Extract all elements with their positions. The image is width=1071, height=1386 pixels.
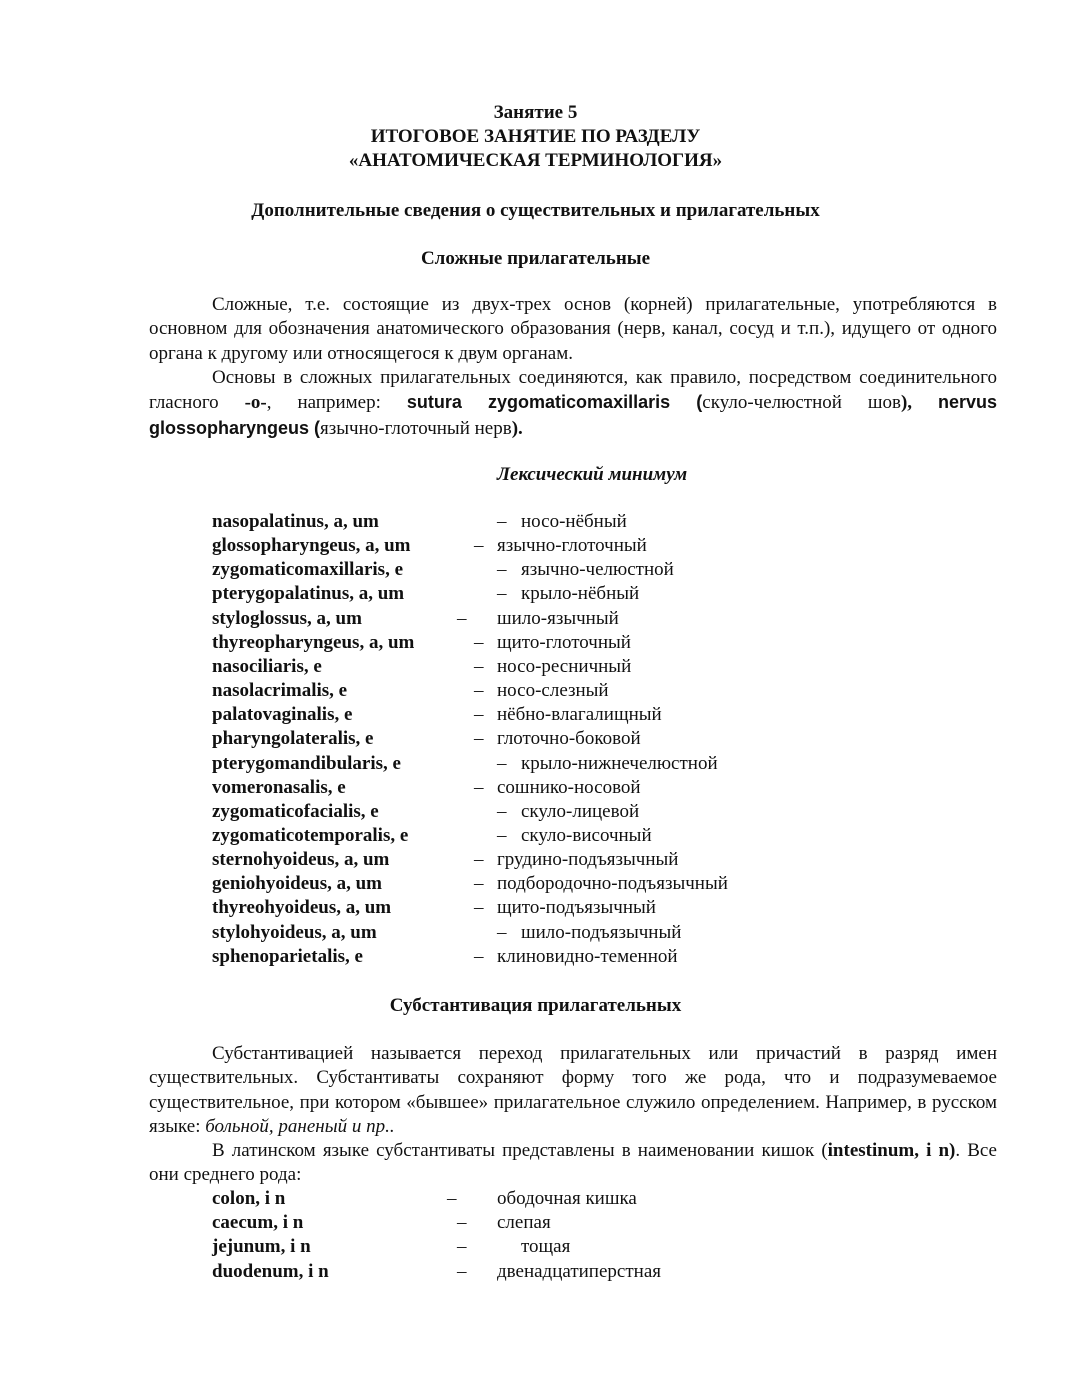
lexicon-translation: носо-слезный bbox=[497, 680, 609, 702]
lexicon-dash: – bbox=[474, 728, 484, 750]
lexicon-dash: – bbox=[474, 535, 484, 557]
lexicon-heading: Лексический минимум bbox=[497, 464, 688, 485]
example-term-2: nervus glossopharyngeus ( bbox=[149, 392, 998, 438]
lexicon-term: thyreohyoideus, a, um bbox=[212, 897, 392, 919]
substantivation-paragraph-2: В латинском языке субстантиваты представлены в наименовании кишок (intestinum, i n). Все они среднего рода: bbox=[149, 1140, 997, 1186]
intestine-term: caecum, i n bbox=[212, 1212, 304, 1234]
lexicon-term: sphenoparietalis, e bbox=[212, 945, 363, 967]
lexicon-dash: – bbox=[474, 655, 484, 677]
lexicon-term: nasopalatinus, a, um bbox=[212, 511, 379, 532]
intestine-term: colon, i n bbox=[212, 1188, 286, 1209]
lexicon-term: stylohyoideus, a, um bbox=[212, 921, 377, 943]
lexicon-translation: шило-подъязычный bbox=[521, 921, 682, 943]
lexicon-translation: скуло-височный bbox=[521, 824, 652, 846]
lexicon-term: pterygomandibularis, e bbox=[212, 752, 401, 774]
lexicon-dash: – bbox=[474, 631, 484, 653]
intestinum-term: intestinum, i n) bbox=[827, 1140, 956, 1161]
lexicon-term: pterygopalatinus, a, um bbox=[212, 583, 405, 605]
lexicon-translation: шило-язычный bbox=[497, 607, 619, 629]
intestine-dash: – bbox=[447, 1188, 457, 1209]
lexicon-translation: крыло-нёбный bbox=[521, 583, 640, 605]
title-line-1: ИТОГОВОЕ ЗАНЯТИЕ ПО РАЗДЕЛУ bbox=[370, 126, 701, 147]
intestine-term: duodenum, i n bbox=[212, 1260, 329, 1282]
lexicon-translation: глоточно-боковой bbox=[497, 728, 641, 750]
intestine-translation: тощая bbox=[521, 1236, 571, 1258]
lexicon-dash: – bbox=[474, 849, 484, 871]
lexicon-dash: – bbox=[474, 945, 484, 967]
substantivation-paragraph-1: Субстантивацией называется переход прилагательных или причастий в разряд имен существительных. Субстантиваты сохраняют форму того же рода, что и подразумеваемое существительное, при котором «бывшее» прилагательное служило определением. Например, в русском языке: больной, раненый и пр.. bbox=[149, 1043, 997, 1137]
lexicon-dash: – bbox=[474, 897, 484, 919]
russian-examples: больной, раненый и пр.. bbox=[205, 1115, 395, 1137]
title-line-2: «АНАТОМИЧЕСКАЯ ТЕРМИНОЛОГИЯ» bbox=[348, 150, 723, 171]
lexicon-translation: язычно-глоточный bbox=[497, 535, 647, 557]
lexicon-term: vomeronasalis, e bbox=[212, 776, 346, 798]
connecting-vowel: -о- bbox=[244, 392, 267, 414]
intestine-dash: – bbox=[457, 1236, 467, 1258]
lexicon-translation: носо-нёбный bbox=[521, 511, 627, 532]
lexicon-term: sternohyoideus, a, um bbox=[212, 849, 390, 871]
lexicon-dash: – bbox=[474, 873, 484, 895]
lexicon-term: styloglossus, a, um bbox=[212, 607, 362, 629]
lexicon-term: pharyngolateralis, e bbox=[212, 728, 374, 750]
intestine-translation: слепая bbox=[497, 1212, 551, 1234]
lexicon-dash: – bbox=[457, 607, 467, 629]
lexicon-term: nasolacrimalis, e bbox=[212, 680, 348, 702]
lexicon-dash: – bbox=[474, 704, 484, 726]
lexicon-dash: – bbox=[474, 776, 484, 798]
compound-paragraph-2: Основы в сложных прилагательных соединяются, как правило, посредством соединительного гласного -о-, например: sutura zygomaticomaxillaris (скуло-челюстной шов), nervus glossopharyngeus (язычно-глоточный нерв). bbox=[149, 367, 998, 439]
intestine-dash: – bbox=[457, 1260, 467, 1282]
lexicon-translation: грудино-подъязычный bbox=[497, 849, 679, 871]
lexicon-translation: язычно-челюстной bbox=[521, 559, 674, 581]
compound-paragraph-1: Сложные, т.е. состоящие из двух-трех основ (корней) прилагательные, употребляются в основном для обозначения анатомического образования (нерв, канал, сосуд и т.п.), идущего от одного органа к другому или относящегося к двум органам. bbox=[149, 294, 997, 364]
lexicon-term: palatovaginalis, e bbox=[212, 704, 353, 726]
lexicon-term: thyreopharyngeus, a, um bbox=[212, 631, 415, 653]
lexicon-translation: щито-подъязычный bbox=[497, 897, 656, 919]
lexicon-dash: – bbox=[497, 800, 507, 822]
intestine-term: jejunum, i n bbox=[212, 1236, 311, 1258]
lexicon-term: zygomaticofacialis, e bbox=[212, 800, 379, 822]
lexicon-term: geniohyoideus, a, um bbox=[212, 873, 382, 895]
lexicon-dash: – bbox=[497, 559, 507, 581]
intestine-translation: двенадцатиперстная bbox=[497, 1260, 661, 1282]
lexicon-dash: – bbox=[497, 583, 507, 605]
lexicon-term: nasociliaris, e bbox=[212, 655, 322, 677]
lexicon-dash: – bbox=[497, 824, 507, 846]
lexicon-translation: крыло-нижнечелюстной bbox=[521, 752, 718, 774]
lexicon-translation: подбородочно-подъязычный bbox=[497, 873, 728, 895]
lexicon-translation: скуло-лицевой bbox=[521, 800, 640, 822]
lexicon-translation: нёбно-влагалищный bbox=[497, 704, 662, 726]
lexicon-translation: сошнико-носовой bbox=[497, 776, 641, 798]
example-term-1: sutura zygomaticomaxillaris ( bbox=[406, 392, 703, 413]
section-heading: Дополнительные сведения о существительных и прилагательных bbox=[251, 200, 820, 221]
lexicon-dash: – bbox=[497, 921, 507, 943]
lexicon-dash: – bbox=[497, 752, 507, 774]
lexicon-translation: клиновидно-теменной bbox=[497, 945, 678, 967]
intestine-dash: – bbox=[457, 1212, 467, 1234]
intestine-translation: ободочная кишка bbox=[497, 1188, 637, 1209]
lexicon-dash: – bbox=[474, 680, 484, 702]
lexicon-term: zygomaticomaxillaris, e bbox=[212, 559, 404, 581]
lexicon-translation: носо-ресничный bbox=[497, 655, 632, 677]
lexicon-dash: – bbox=[497, 511, 507, 532]
lexicon-translation: щито-глоточный bbox=[497, 631, 631, 653]
lesson-number: Занятие 5 bbox=[493, 102, 578, 123]
substantivation-heading: Субстантивация прилагательных bbox=[389, 995, 682, 1016]
compound-heading: Сложные прилагательные bbox=[420, 248, 651, 269]
lexicon-term: zygomaticotemporalis, e bbox=[212, 824, 409, 846]
lexicon-term: glossopharyngeus, a, um bbox=[212, 535, 411, 557]
